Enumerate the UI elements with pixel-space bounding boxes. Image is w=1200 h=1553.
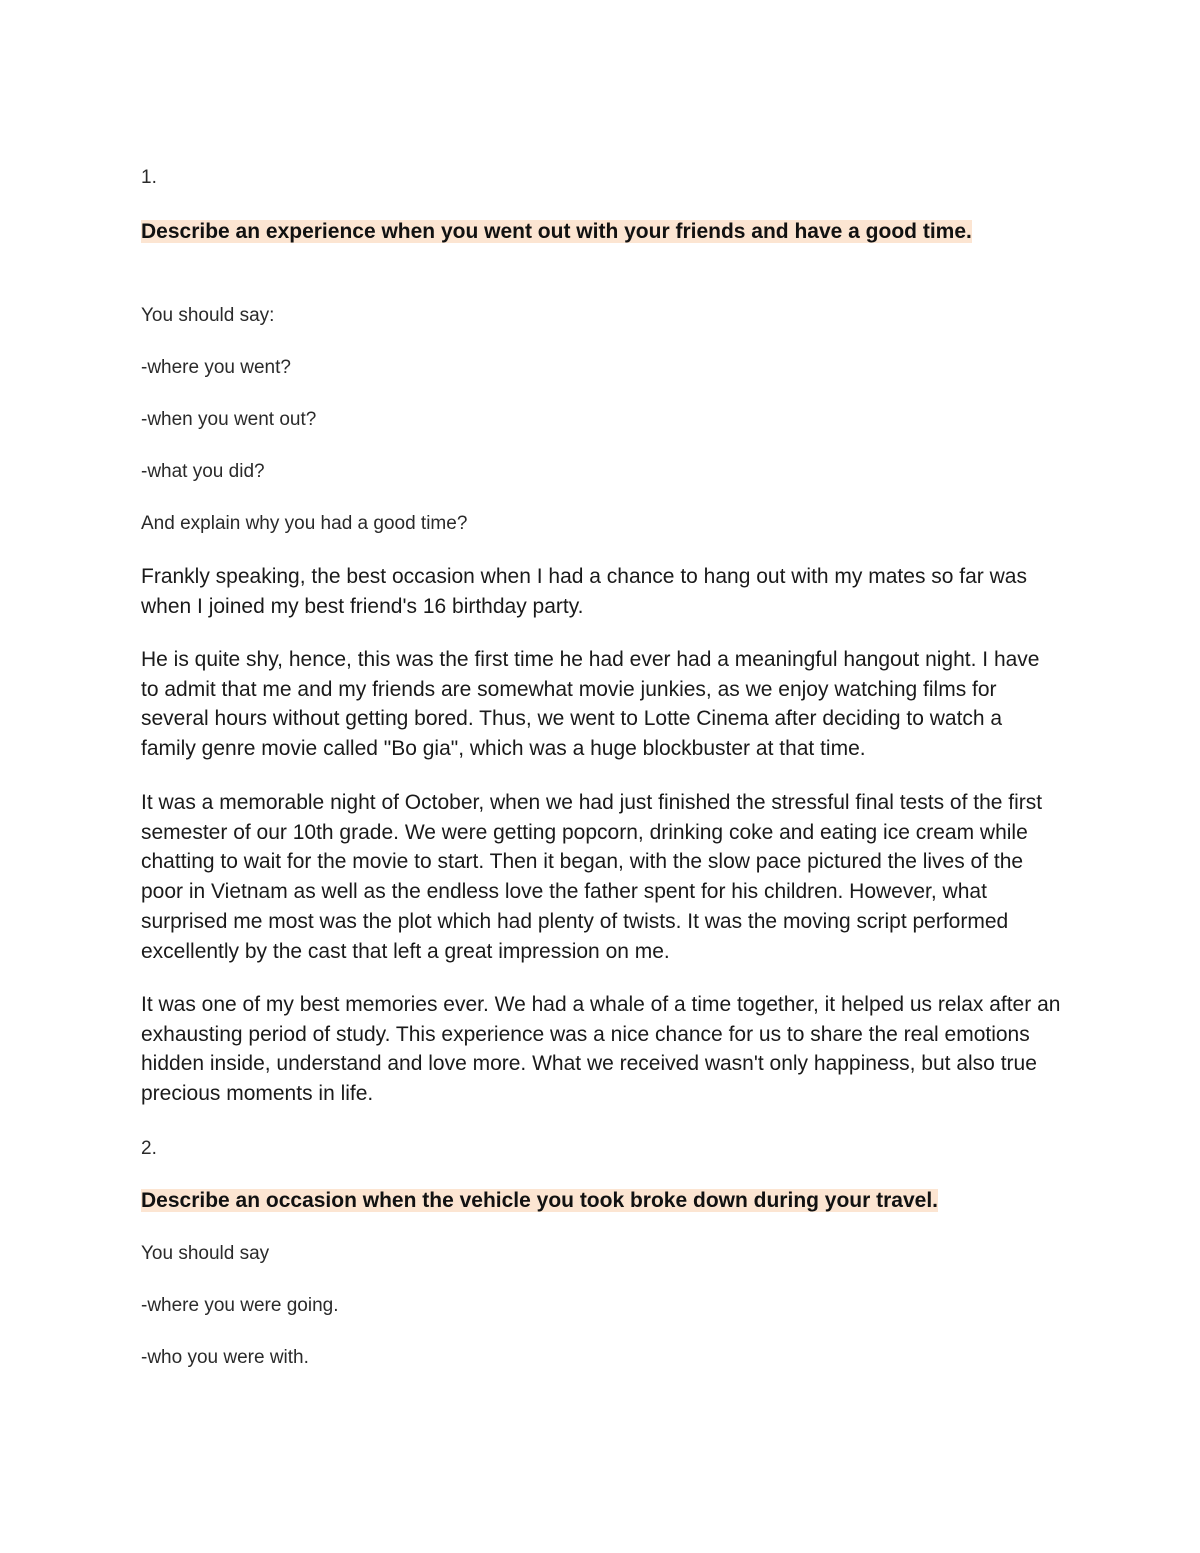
section-2-question xyxy=(141,1185,1061,1216)
section-2-prompt-where: -where you were going. xyxy=(141,1295,339,1316)
section-1-question-highlight: Describe an experience when you went out with your friends and have a good time. xyxy=(141,220,972,243)
answer-paragraph-2: He is quite shy, hence, this was the first time he had ever had a meaningful hangout night. I have to admit that me and my friends are somewhat movie junkies, as we enjoy watching films for several hours without getting bored. Thus, we went to Lotte Cinema after deciding to watch a family genre movie called "Bo gia", which was a huge blockbuster at that time. xyxy=(141,648,1040,761)
answer-paragraph-4: It was one of my best memories ever. We had a whale of a time together, it helped us relax after an exhausting period of study. This experience was a nice chance for us to share the real emotions hidden inside, understand and love more. What we received wasn't only happiness, but also true precious moments in life. xyxy=(141,993,1061,1106)
section-2-prompt-who: -who you were with. xyxy=(141,1347,309,1368)
section-1-question xyxy=(141,216,1061,247)
section-2-question-highlight: Describe an occasion when the vehicle you took broke down during your travel. xyxy=(141,1189,939,1212)
section-2-should-say: You should say xyxy=(141,1243,270,1264)
section-1-prompt-where: -where you went? xyxy=(141,357,291,378)
section-2-number: 2. xyxy=(141,1138,157,1159)
section-1-should-say: You should say: xyxy=(141,305,275,326)
answer-paragraph-1: Frankly speaking, the best occasion when I had a chance to hang out with my mates so far was when I joined my best friend's 16 birthday party. xyxy=(141,565,1027,618)
answer-paragraph-3: It was a memorable night of October, when we had just finished the stressful final tests of the first semester of our 10th grade. We were getting popcorn, drinking coke and eating ice cream while chatting to wait for the movie to start. Then it began, with the slow pace pictured the lives of the poor in Vietnam as well as the endless love the father spent for his children. However, what surprised me most was the plot which had plenty of twists. It was the moving script performed excellently by the cast that left a great impression on me. xyxy=(141,791,1043,963)
section-1-prompt-when: -when you went out? xyxy=(141,409,317,430)
section-1-explain: And explain why you had a good time? xyxy=(141,513,468,534)
section-1-number: 1. xyxy=(141,167,157,188)
section-1-prompt-what: -what you did? xyxy=(141,461,265,482)
